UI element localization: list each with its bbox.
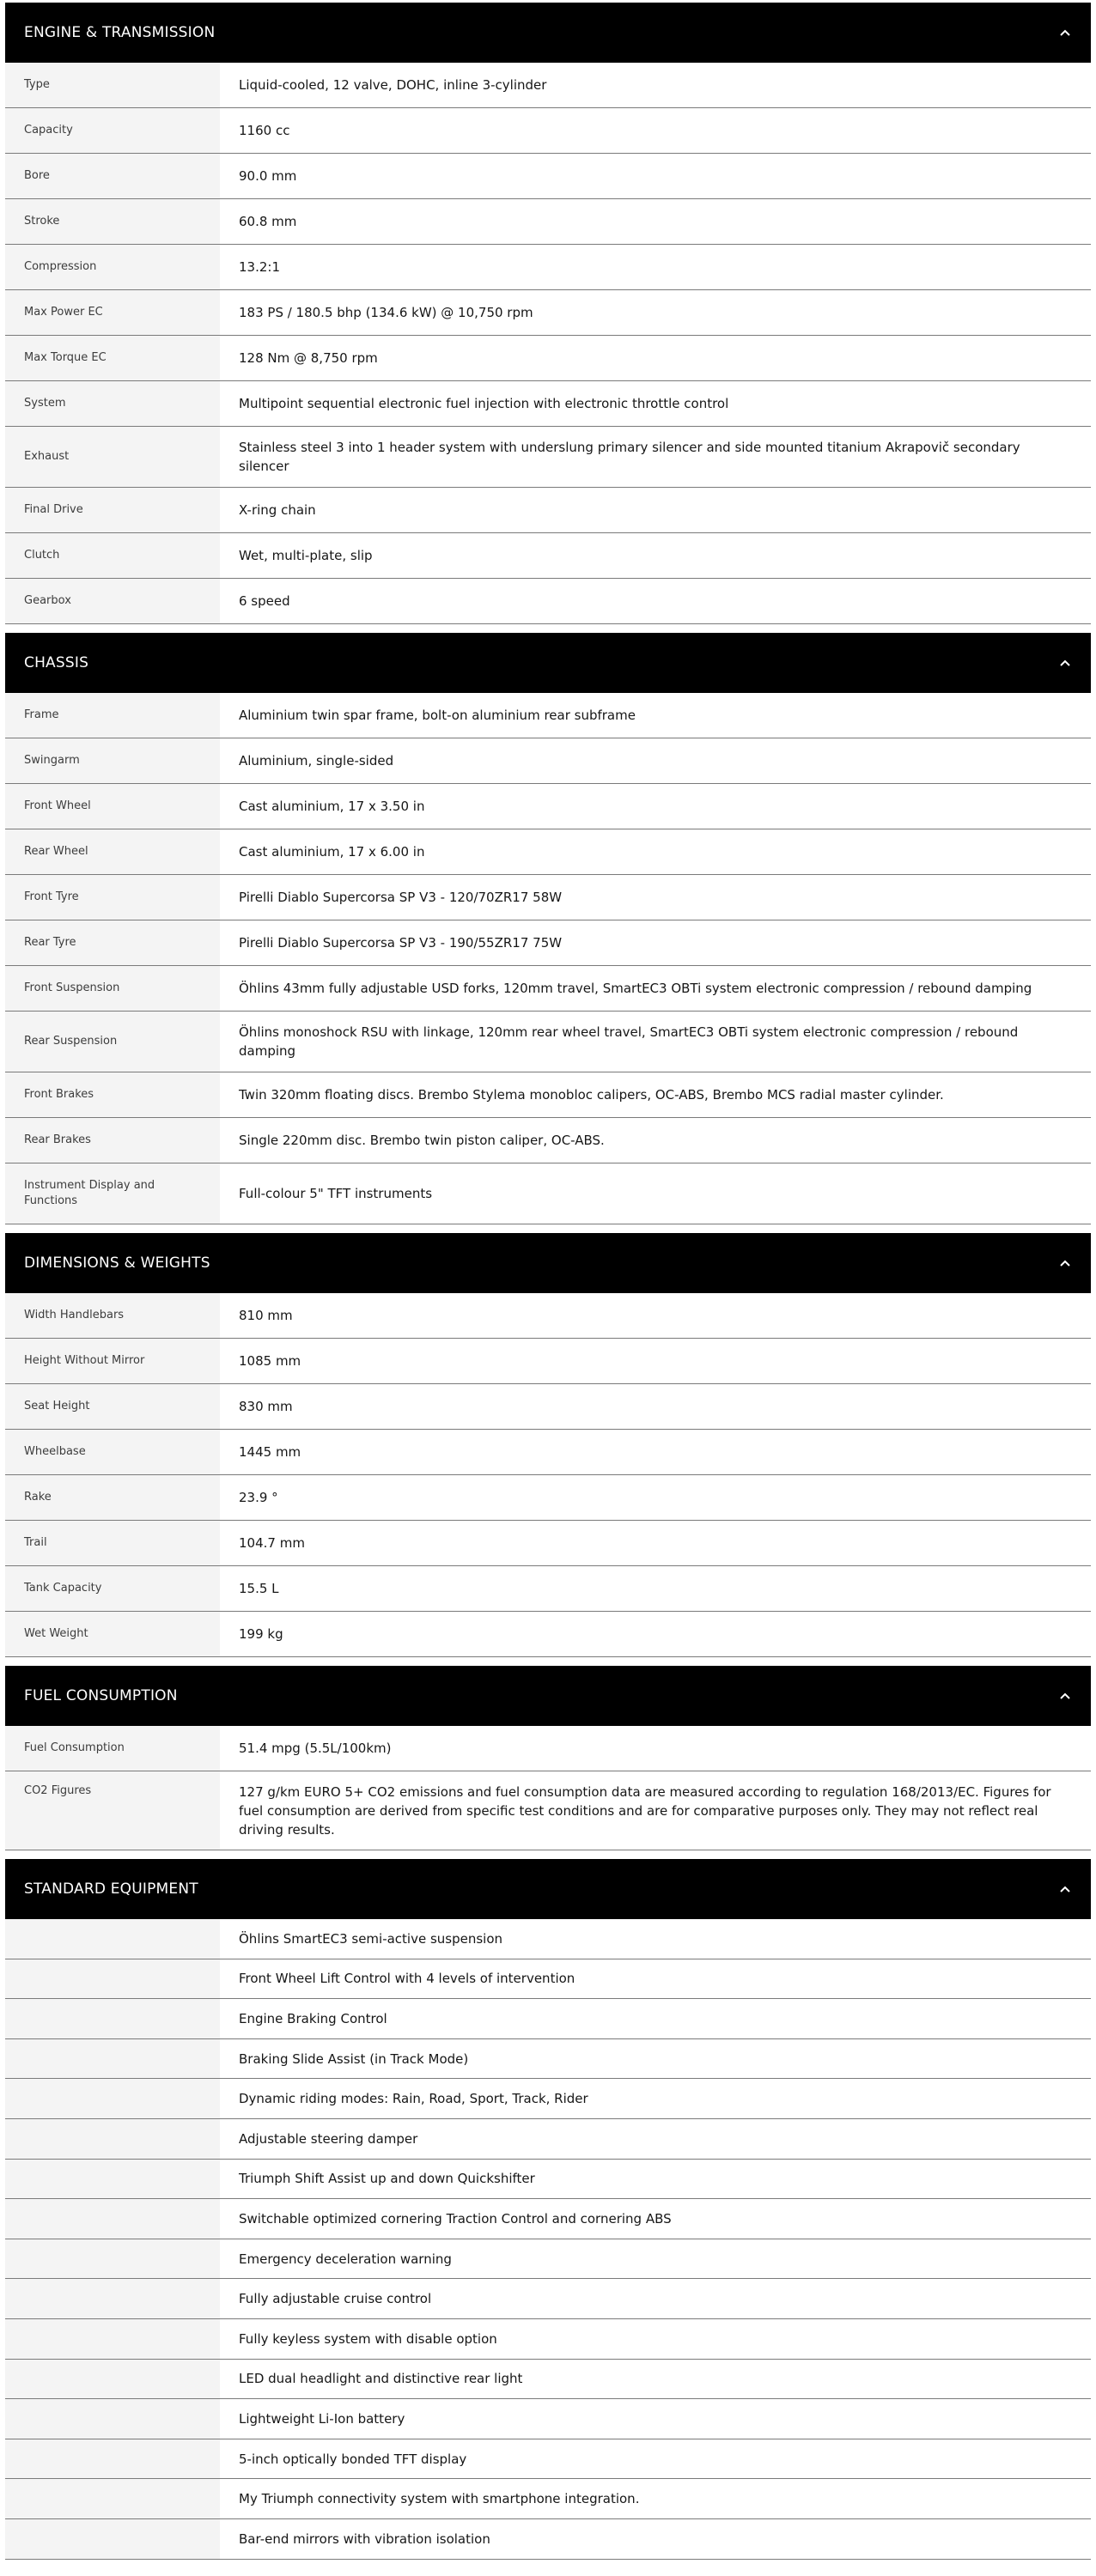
spec-row (5, 1726, 1091, 1771)
spec-value: 51.4 mpg (5.5L/100km) (239, 1741, 392, 1756)
list-item (5, 2479, 1091, 2519)
spec-row (5, 63, 1091, 108)
spec-row (5, 738, 1091, 784)
spec-label: Front Wheel (5, 784, 220, 829)
section-header-equipment[interactable] (5, 1859, 1091, 1919)
list-item (5, 2519, 1091, 2560)
list-item (5, 1959, 1091, 2000)
spec-value: Cast aluminium, 17 x 6.00 in (239, 844, 425, 860)
spec-row (5, 829, 1091, 875)
spec-label: Compression (5, 245, 220, 289)
spec-label: Front Suspension (5, 966, 220, 1011)
equipment-list (5, 1919, 1091, 2560)
chevron-up-icon[interactable] (1058, 1882, 1072, 1896)
spec-row (5, 108, 1091, 154)
equipment-label-cell (5, 2519, 220, 2559)
spec-row (5, 427, 1091, 488)
spec-value: Multipoint sequential electronic fuel injection with electronic throttle control (239, 396, 729, 411)
spec-row (5, 966, 1091, 1012)
list-item (5, 2360, 1091, 2400)
spec-label: Stroke (5, 199, 220, 244)
spec-row (5, 290, 1091, 336)
section-title: CHASSIS (24, 654, 89, 671)
spec-value: 90.0 mm (239, 168, 297, 184)
spec-label: Trail (5, 1521, 220, 1565)
chevron-up-icon[interactable] (1058, 26, 1072, 39)
spec-row (5, 381, 1091, 427)
list-item (5, 2119, 1091, 2160)
spec-label: Wheelbase (5, 1430, 220, 1474)
spec-value: Full-colour 5" TFT instruments (239, 1186, 433, 1201)
equipment-item: Braking Slide Assist (in Track Mode) (239, 2050, 469, 2067)
chevron-up-icon[interactable] (1058, 1689, 1072, 1703)
spec-row (5, 1118, 1091, 1163)
equipment-item: 5-inch optically bonded TFT display (239, 2451, 467, 2467)
list-item (5, 2239, 1091, 2280)
spec-value: 1160 cc (239, 123, 290, 138)
spec-value: 1445 mm (239, 1444, 301, 1460)
equipment-item: Bar-end mirrors with vibration isolation (239, 2530, 490, 2547)
spec-row (5, 245, 1091, 290)
list-item (5, 2079, 1091, 2119)
equipment-item: Lightweight Li-Ion battery (239, 2410, 405, 2427)
spec-row (5, 1612, 1091, 1657)
spec-row (5, 488, 1091, 533)
section-header-engine[interactable] (5, 3, 1091, 63)
spec-value: Wet, multi-plate, slip (239, 548, 373, 563)
spec-label: Final Drive (5, 488, 220, 532)
equipment-item: Öhlins SmartEC3 semi-active suspension (239, 1930, 503, 1947)
spec-row (5, 784, 1091, 829)
spec-label: Bore (5, 154, 220, 198)
spec-row (5, 336, 1091, 381)
spec-value: 830 mm (239, 1399, 293, 1414)
spec-label: Rear Suspension (5, 1012, 220, 1072)
spec-row (5, 1384, 1091, 1430)
equipment-label-cell (5, 2160, 220, 2199)
spec-label: Rear Wheel (5, 829, 220, 874)
spec-value: 6 speed (239, 593, 290, 609)
spec-value: Single 220mm disc. Brembo twin piston caliper, OC-ABS. (239, 1133, 605, 1148)
spec-value: Cast aluminium, 17 x 3.50 in (239, 799, 425, 814)
spec-label: Wet Weight (5, 1612, 220, 1656)
equipment-label-cell (5, 2399, 220, 2439)
spec-row (5, 533, 1091, 579)
equipment-label-cell (5, 2199, 220, 2239)
spec-label: Gearbox (5, 579, 220, 623)
section-title: FUEL CONSUMPTION (24, 1687, 178, 1704)
spec-row (5, 1566, 1091, 1612)
spec-label: Max Torque EC (5, 336, 220, 380)
equipment-item: Emergency deceleration warning (239, 2251, 452, 2267)
spec-value: Aluminium, single-sided (239, 753, 394, 769)
equipment-label-cell (5, 2439, 220, 2479)
spec-row (5, 693, 1091, 738)
equipment-item: LED dual headlight and distinctive rear light (239, 2371, 523, 2387)
spec-value: Twin 320mm floating discs. Brembo Stylema monobloc calipers, OC-ABS, Brembo MCS radial master cylinder. (239, 1087, 944, 1103)
spec-row (5, 1771, 1091, 1850)
equipment-label-cell (5, 2360, 220, 2399)
equipment-item: Fully keyless system with disable option (239, 2330, 497, 2347)
spec-row (5, 1339, 1091, 1384)
equipment-item: Triumph Shift Assist up and down Quickshifter (239, 2171, 535, 2187)
spec-label: System (5, 381, 220, 426)
spec-row (5, 199, 1091, 245)
spec-label: Swingarm (5, 738, 220, 783)
section-header-chassis[interactable] (5, 633, 1091, 693)
section-title: ENGINE & TRANSMISSION (24, 24, 216, 41)
spec-value: Stainless steel 3 into 1 header system with underslung primary silencer and side mounted titanium Akrapovič secondary silencer (239, 440, 1020, 474)
equipment-label-cell (5, 1919, 220, 1959)
spec-value: 199 kg (239, 1626, 283, 1642)
spec-value: 127 g/km EURO 5+ CO2 emissions and fuel consumption data are measured according to regulation 168/2013/EC. Figures for fuel consumption are derived from specific test conditions and are for comparative purposes only. They may not reflect real driving results. (239, 1783, 1051, 1838)
equipment-item: Engine Braking Control (239, 2010, 387, 2026)
spec-table-dimensions (5, 1293, 1091, 1657)
spec-value: X-ring chain (239, 502, 316, 518)
spec-row (5, 875, 1091, 920)
list-item (5, 1999, 1091, 2039)
spec-label: Seat Height (5, 1384, 220, 1429)
equipment-item: Fully adjustable cruise control (239, 2291, 432, 2307)
equipment-label-cell (5, 2039, 220, 2079)
chevron-up-icon[interactable] (1058, 1256, 1072, 1270)
spec-page (5, 0, 1091, 2560)
spec-value: 15.5 L (239, 1581, 279, 1596)
spec-label: Rear Tyre (5, 920, 220, 965)
spec-label: Max Power EC (5, 290, 220, 335)
spec-label: Front Tyre (5, 875, 220, 920)
spec-value: 60.8 mm (239, 214, 297, 229)
spec-row (5, 579, 1091, 624)
equipment-item: Adjustable steering damper (239, 2130, 418, 2147)
spec-label: Rear Brakes (5, 1118, 220, 1163)
spec-value: 104.7 mm (239, 1535, 305, 1551)
spec-label: Capacity (5, 108, 220, 153)
spec-value: 23.9 ° (239, 1490, 278, 1505)
spec-label: Height Without Mirror (5, 1339, 220, 1383)
section-gap (5, 1224, 1091, 1233)
equipment-item: Dynamic riding modes: Rain, Road, Sport, Track, Rider (239, 2091, 588, 2107)
list-item (5, 2439, 1091, 2480)
spec-row (5, 1521, 1091, 1566)
equipment-label-cell (5, 2079, 220, 2118)
spec-label: Fuel Consumption (5, 1726, 220, 1771)
spec-row (5, 154, 1091, 199)
chevron-up-icon[interactable] (1058, 656, 1072, 670)
spec-label: Tank Capacity (5, 1566, 220, 1611)
list-item (5, 2279, 1091, 2319)
spec-label: Exhaust (5, 427, 220, 487)
list-item (5, 1919, 1091, 1959)
spec-value: Öhlins monoshock RSU with linkage, 120mm rear wheel travel, SmartEC3 OBTi system electronic compression / rebound damping (239, 1024, 1019, 1059)
spec-row (5, 1012, 1091, 1072)
spec-table-engine (5, 63, 1091, 624)
equipment-label-cell (5, 2279, 220, 2318)
spec-label: Width Handlebars (5, 1293, 220, 1338)
spec-value: 13.2:1 (239, 259, 280, 275)
spec-label: Clutch (5, 533, 220, 578)
list-item (5, 2399, 1091, 2439)
spec-label: Frame (5, 693, 220, 738)
equipment-label-cell (5, 2319, 220, 2359)
spec-row (5, 1430, 1091, 1475)
spec-value: Öhlins 43mm fully adjustable USD forks, 120mm travel, SmartEC3 OBTi system electronic compression / rebound damping (239, 981, 1032, 996)
equipment-item: Switchable optimized cornering Traction Control and cornering ABS (239, 2210, 672, 2227)
spec-value: Liquid-cooled, 12 valve, DOHC, inline 3-cylinder (239, 77, 547, 93)
spec-table-chassis (5, 693, 1091, 1224)
section-header-fuel[interactable] (5, 1666, 1091, 1726)
spec-row (5, 1293, 1091, 1339)
section-gap (5, 1850, 1091, 1859)
section-title: DIMENSIONS & WEIGHTS (24, 1255, 210, 1272)
spec-label: CO2 Figures (5, 1771, 220, 1850)
equipment-item: Front Wheel Lift Control with 4 levels of intervention (239, 1971, 575, 1987)
equipment-label-cell (5, 2479, 220, 2518)
list-item (5, 2039, 1091, 2080)
list-item (5, 2319, 1091, 2360)
spec-row (5, 1475, 1091, 1521)
spec-table-fuel (5, 1726, 1091, 1850)
list-item (5, 2199, 1091, 2239)
spec-label: Front Brakes (5, 1072, 220, 1117)
spec-value: 810 mm (239, 1308, 293, 1323)
equipment-item: My Triumph connectivity system with smartphone integration. (239, 2491, 640, 2507)
spec-row (5, 920, 1091, 966)
spec-value: 128 Nm @ 8,750 rpm (239, 350, 378, 366)
section-title: STANDARD EQUIPMENT (24, 1880, 198, 1898)
equipment-label-cell (5, 2239, 220, 2279)
section-gap (5, 1657, 1091, 1666)
spec-row (5, 1072, 1091, 1118)
section-header-dimensions[interactable] (5, 1233, 1091, 1293)
spec-label: Type (5, 63, 220, 107)
spec-value: 183 PS / 180.5 bhp (134.6 kW) @ 10,750 rpm (239, 305, 533, 320)
spec-row (5, 1163, 1091, 1224)
spec-value: Pirelli Diablo Supercorsa SP V3 - 190/55ZR17 75W (239, 935, 563, 951)
spec-value: Aluminium twin spar frame, bolt-on aluminium rear subframe (239, 708, 636, 723)
equipment-label-cell (5, 1999, 220, 2038)
spec-label: Instrument Display and Functions (5, 1163, 220, 1224)
section-gap (5, 624, 1091, 633)
equipment-label-cell (5, 2119, 220, 2159)
spec-value: Pirelli Diablo Supercorsa SP V3 - 120/70ZR17 58W (239, 890, 563, 905)
equipment-label-cell (5, 1959, 220, 1999)
spec-label: Rake (5, 1475, 220, 1520)
spec-value: 1085 mm (239, 1353, 301, 1369)
list-item (5, 2160, 1091, 2200)
